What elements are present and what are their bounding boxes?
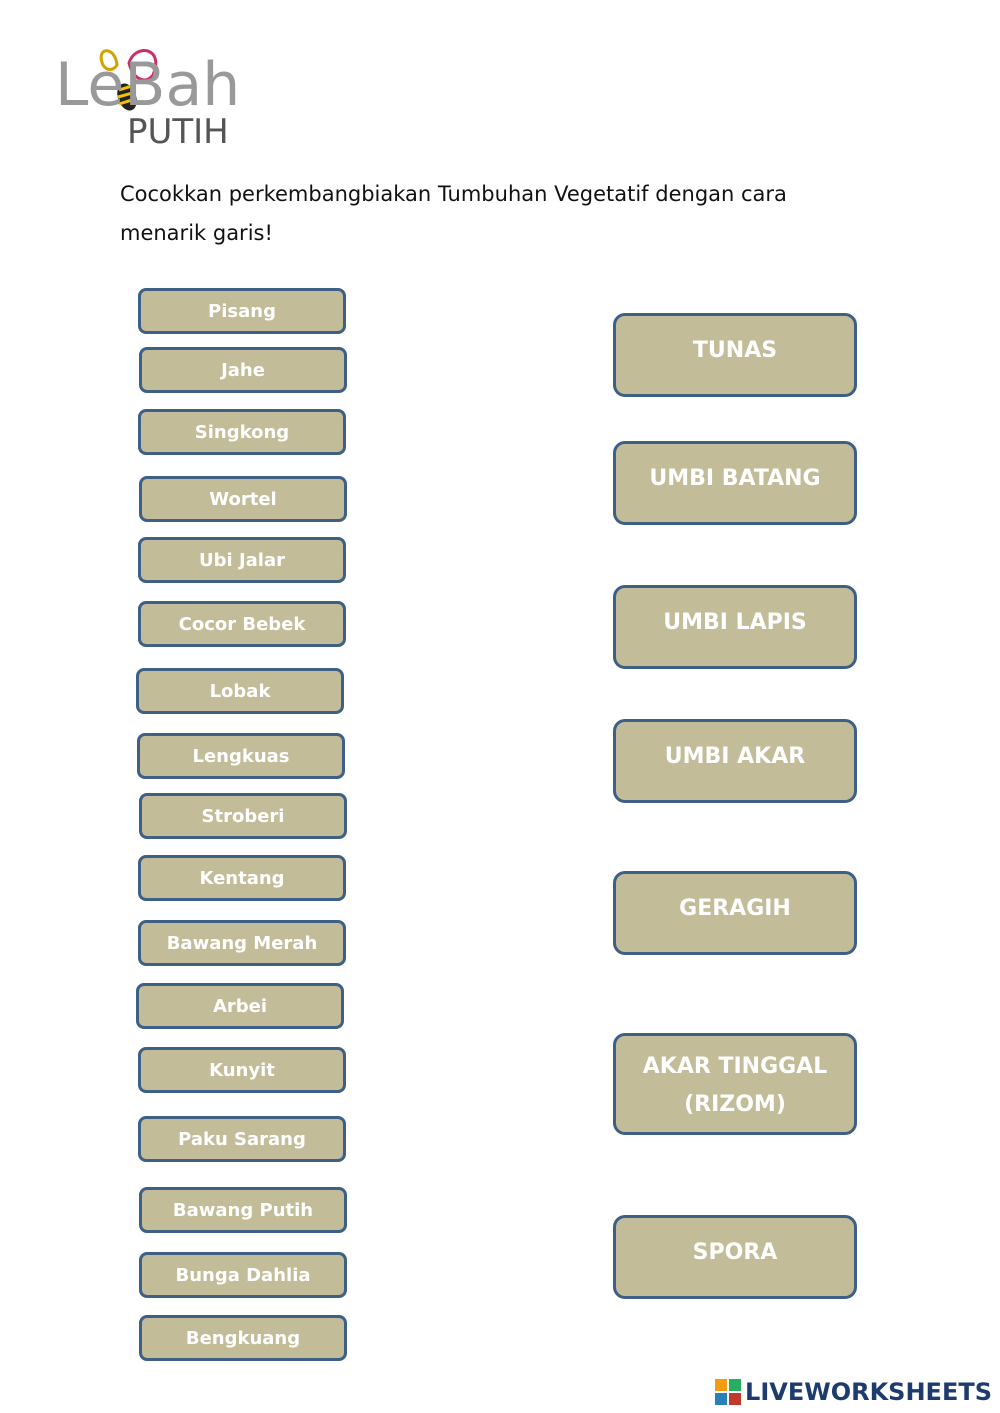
- method-card[interactable]: GERAGIH: [613, 871, 857, 955]
- logo-text-putih: PUTIH: [127, 112, 229, 150]
- plant-card[interactable]: Jahe: [139, 347, 347, 393]
- plant-card[interactable]: Singkong: [138, 409, 346, 455]
- plant-card[interactable]: Pisang: [138, 288, 346, 334]
- method-card[interactable]: AKAR TINGGAL (RIZOM): [613, 1033, 857, 1135]
- plant-card[interactable]: Lobak: [136, 668, 344, 714]
- plant-card[interactable]: Ubi Jalar: [138, 537, 346, 583]
- plant-card[interactable]: Bawang Merah: [138, 920, 346, 966]
- lebah-putih-logo: [55, 35, 255, 150]
- liveworksheets-logo-icon: [715, 1379, 741, 1405]
- instruction-text: Cocokkan perkembangbiakan Tumbuhan Vegetatif dengan cara menarik garis!: [120, 182, 787, 245]
- plant-card[interactable]: Lengkuas: [137, 733, 345, 779]
- plant-card[interactable]: Kentang: [138, 855, 346, 901]
- method-card[interactable]: UMBI BATANG: [613, 441, 857, 525]
- plant-card[interactable]: Bengkuang: [139, 1315, 347, 1361]
- method-card[interactable]: SPORA: [613, 1215, 857, 1299]
- method-card[interactable]: UMBI AKAR: [613, 719, 857, 803]
- plant-card[interactable]: Kunyit: [138, 1047, 346, 1093]
- plant-card[interactable]: Cocor Bebek: [138, 601, 346, 647]
- liveworksheets-brand: LIVEWORKSHEETS: [745, 1378, 992, 1406]
- bee-logo-icon: [55, 35, 255, 150]
- method-card[interactable]: UMBI LAPIS: [613, 585, 857, 669]
- plant-card[interactable]: Arbei: [136, 983, 344, 1029]
- plant-card[interactable]: Wortel: [139, 476, 347, 522]
- plant-card[interactable]: Bawang Putih: [139, 1187, 347, 1233]
- logo-text-lebah: LeBah: [55, 50, 241, 120]
- liveworksheets-footer: [715, 1377, 992, 1407]
- plant-card[interactable]: Paku Sarang: [138, 1116, 346, 1162]
- plant-card[interactable]: Stroberi: [139, 793, 347, 839]
- method-card[interactable]: TUNAS: [613, 313, 857, 397]
- plant-card[interactable]: Bunga Dahlia: [139, 1252, 347, 1298]
